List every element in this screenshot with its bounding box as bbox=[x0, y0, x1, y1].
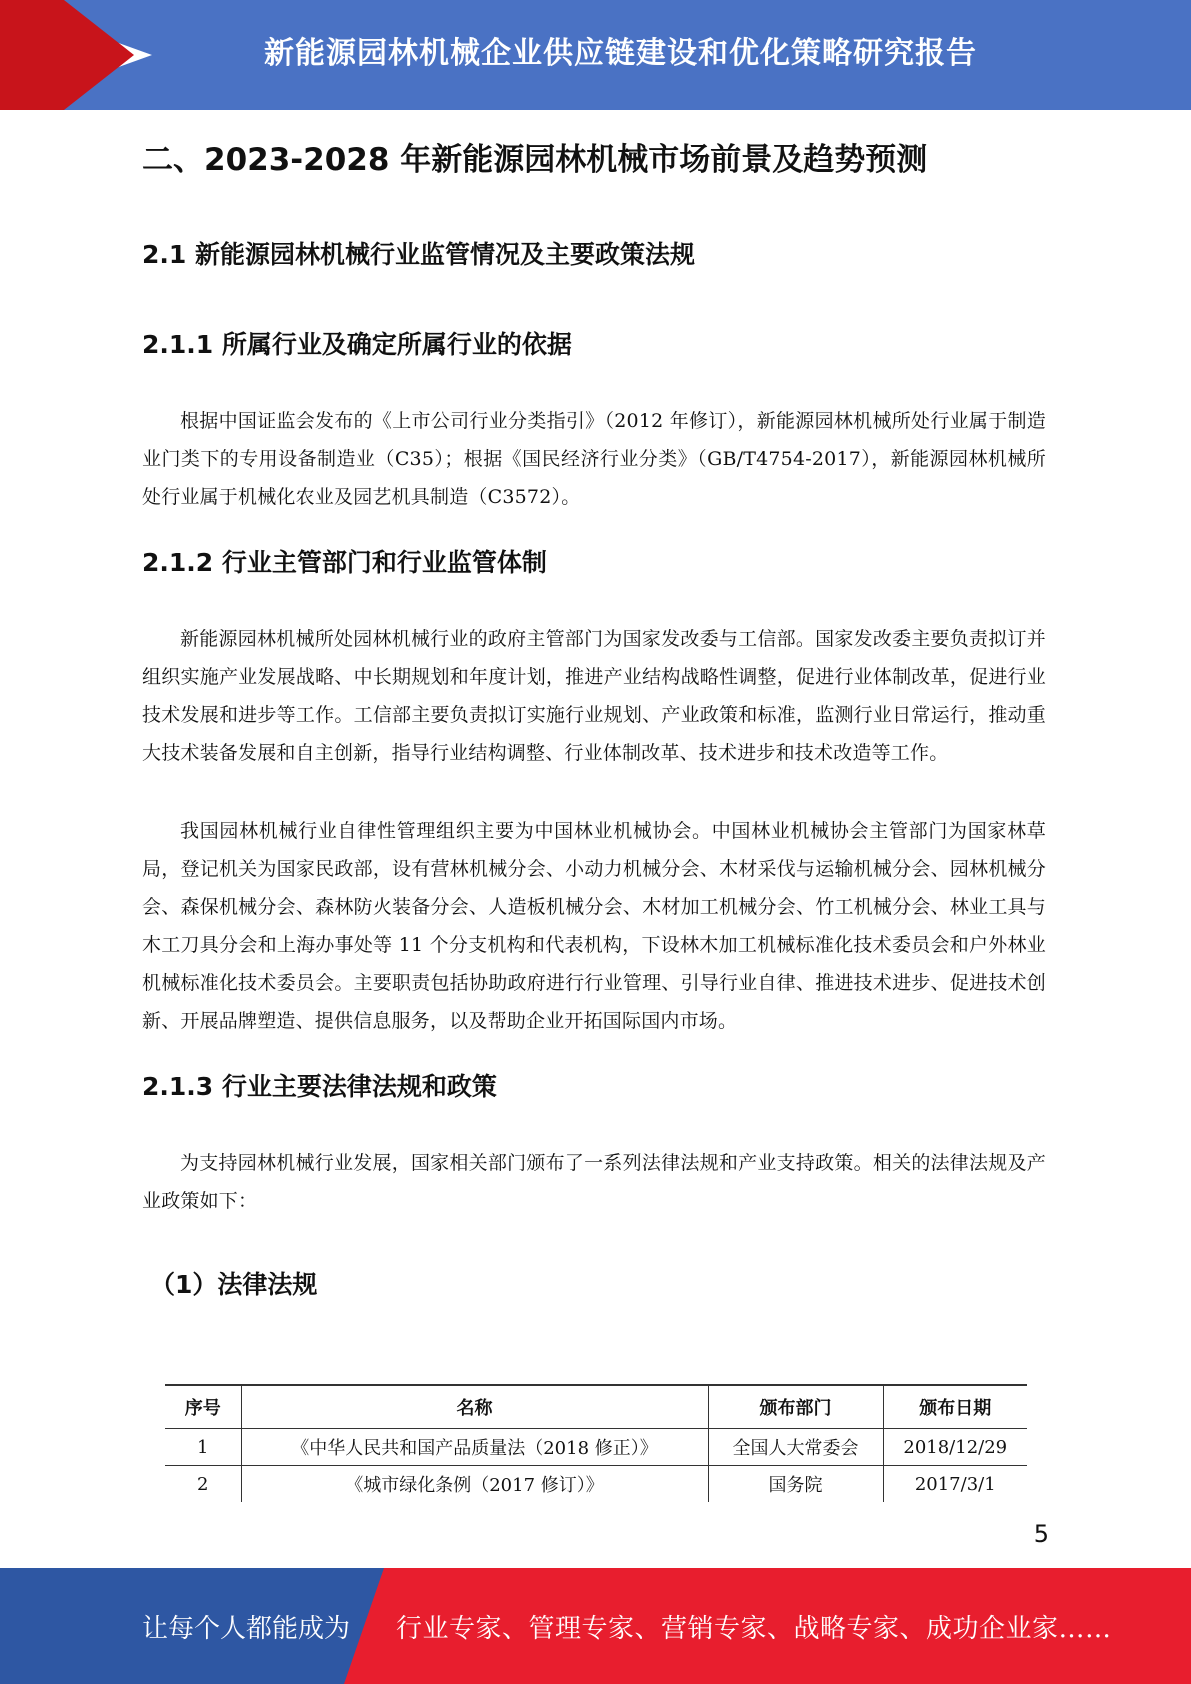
paragraph-regulators: 新能源园林机械所处园林机械行业的政府主管部门为国家发改委与工信部。国家发改委主要负责拟订并组织实施产业发展战略、中长期规划和年度计划，推进产业结构战略性调整，促进行业体制改革，促进行业技术发展和进步等工作。工信部主要负责拟订实施行业规划、产业政策和标准，监测行业日常运行，推动重大技术装备发展和自主创新，指导行业结构调整、行业体制改革、技术进步和技术改造等工作。 bbox=[142, 628, 1046, 764]
table-cell: 全国人大常委会 bbox=[708, 1429, 883, 1466]
column-header: 颁布部门 bbox=[708, 1385, 883, 1429]
footer-slogan-left: 让每个人都能成为 bbox=[142, 1614, 351, 1644]
footer-band bbox=[0, 1568, 1191, 1684]
page-number: 5 bbox=[1033, 1520, 1049, 1548]
page-content bbox=[142, 110, 1046, 1302]
paragraph-industry-classification: 根据中国证监会发布的《上市公司行业分类指引》（2012 年修订），新能源园林机械所处行业属于制造业门类下的专用设备制造业（C35）；根据《国民经济行业分类》（GB/T4754-2017），新能源园林机械所处行业属于机械化农业及园艺机具制造（C3572）。 bbox=[142, 410, 1046, 508]
heading-2-1-3: 2.1.3 行业主要法律法规和政策 bbox=[142, 1072, 497, 1101]
column-header: 序号 bbox=[165, 1385, 241, 1429]
paragraph-industry-association: 我国园林机械行业自律性管理组织主要为中国林业机械协会。中国林业机械协会主管部门为国家林草局，登记机关为国家民政部，设有营林机械分会、小动力机械分会、木材采伐与运输机械分会、园林机械分会、森保机械分会、森林防火装备分会、人造板机械分会、木材加工机械分会、竹工机械分会、林业工具与木工刀具分会和上海办事处等 11 个分支机构和代表机构，下设林木加工机械标准化技术委员会和户外林业机械标准化技术委员会。主要职责包括协助政府进行行业管理、引导行业自律、推进技术进步、促进技术创新、开展品牌塑造、提供信息服务，以及帮助企业开拓国际国内市场。 bbox=[142, 820, 1046, 1032]
table-header-row bbox=[165, 1385, 1027, 1429]
table-cell: 2 bbox=[197, 1473, 209, 1495]
table-cell: 2018/12/29 bbox=[883, 1429, 1027, 1466]
laws-table bbox=[165, 1384, 1027, 1502]
table-cell: 《城市绿化条例（2017 修订）》 bbox=[241, 1466, 708, 1503]
heading-2-1: 2.1 新能源园林机械行业监管情况及主要政策法规 bbox=[142, 240, 695, 269]
table-cell: 国务院 bbox=[708, 1466, 883, 1503]
section-title: 二、2023-2028 年新能源园林机械市场前景及趋势预测 bbox=[142, 142, 928, 178]
report-title: 新能源园林机械企业供应链建设和优化策略研究报告 bbox=[264, 36, 977, 71]
column-header: 颁布日期 bbox=[883, 1385, 1027, 1429]
header-band bbox=[0, 0, 1191, 110]
paragraph-policies-intro: 为支持园林机械行业发展，国家相关部门颁布了一系列法律法规和产业支持政策。相关的法律法规及产业政策如下： bbox=[142, 1152, 1046, 1212]
column-header: 名称 bbox=[241, 1385, 708, 1429]
footer-slogan-right: 行业专家、管理专家、营销专家、战略专家、成功企业家…… bbox=[396, 1614, 1112, 1644]
table-cell: 2017/3/1 bbox=[883, 1466, 1027, 1503]
table-row bbox=[165, 1429, 1027, 1466]
table-row bbox=[165, 1466, 1027, 1503]
table-cell: 《中华人民共和国产品质量法（2018 修正）》 bbox=[241, 1429, 708, 1466]
heading-2-1-1: 2.1.1 所属行业及确定所属行业的依据 bbox=[142, 330, 572, 359]
heading-2-1-2: 2.1.2 行业主管部门和行业监管体制 bbox=[142, 548, 547, 577]
table-cell: 1 bbox=[165, 1429, 241, 1466]
subheading-laws: （1）法律法规 bbox=[150, 1270, 318, 1299]
